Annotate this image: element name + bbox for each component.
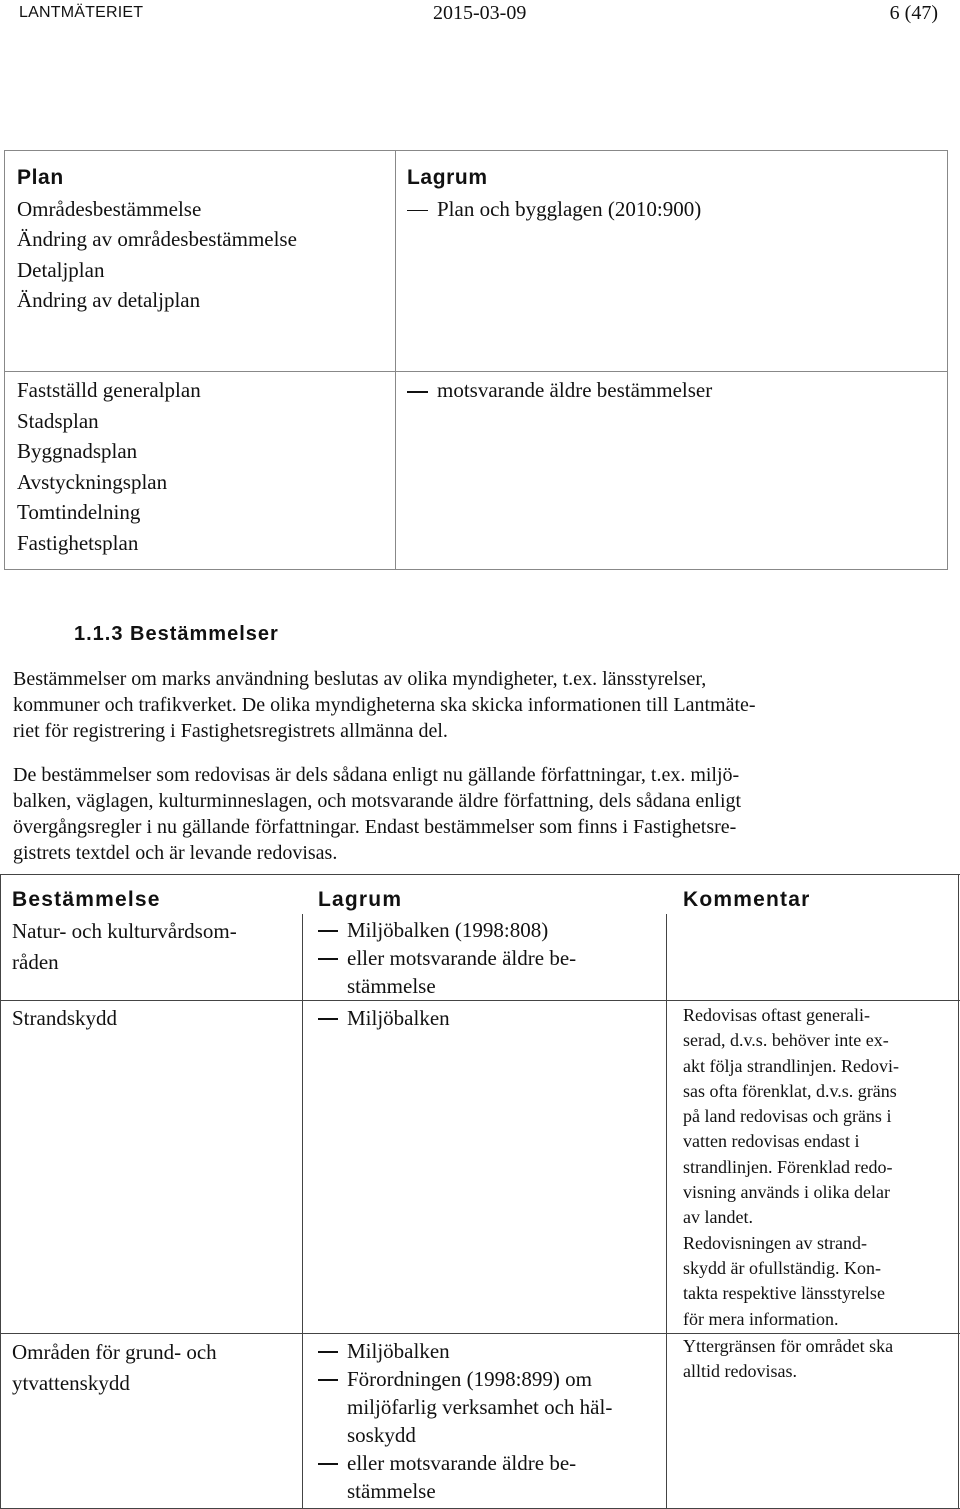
table-divider	[5, 371, 947, 372]
kommentar-cell	[683, 1334, 955, 1385]
comment-line: akt följa strandlinjen. Redovi-	[683, 1055, 899, 1076]
comment-line: skydd är ofullständig. Kon-	[683, 1257, 881, 1278]
plan-item: Avstyckningsplan	[17, 469, 168, 494]
plan-item: Byggnadsplan	[17, 439, 138, 463]
table-border	[0, 874, 1, 1509]
lagrum-item: Miljöbalken	[318, 1337, 658, 1365]
bestammelse-cell	[12, 1337, 297, 1399]
paragraph-line: kommuner och trafikverket. De olika myndigheterna ska skicka informationen till Lantmäte-	[13, 694, 756, 716]
lagrum-cell	[318, 1004, 658, 1032]
table-border	[958, 874, 959, 1509]
comment-line: Redovisas oftast generali-	[683, 1005, 870, 1025]
lagrum-item: eller motsvarande äldre be-	[318, 944, 658, 972]
lagrum-cell	[318, 916, 658, 1000]
paragraph-line: De bestämmelser som redovisas är dels sådana enligt nu gällande författningar, t.ex. miljö-	[13, 764, 740, 786]
table-divider	[0, 1000, 960, 1001]
paragraph-line: övergångsregler i nu gällande författningar. Endast bestämmelser som finns i Fastighetsre-	[13, 816, 737, 838]
organization-name: LANTMÄTERIET	[19, 4, 144, 21]
plan-item: Ändring av detaljplan	[17, 288, 201, 312]
paragraph-line: balken, väglagen, kulturminneslagen, och motsvarande äldre författning, dels sådana enligt	[13, 790, 742, 812]
paragraph	[13, 666, 948, 744]
comment-line: visning används i olika delar	[683, 1182, 890, 1203]
comment-line: vatten redovisas endast i	[683, 1131, 860, 1152]
kommentar-cell	[683, 1003, 955, 1332]
table-divider	[395, 151, 396, 569]
lagrum-column-header: Lagrum	[318, 888, 403, 911]
lagrum-item: Plan och bygglagen (2010:900)	[407, 194, 701, 225]
table-border	[0, 874, 960, 875]
lagrum-cell	[318, 1337, 658, 1505]
cell-text: ytvattenskydd	[12, 1371, 130, 1395]
comment-line: strandlinjen. Förenklad redo-	[683, 1156, 893, 1177]
lagrum-cell-row2	[407, 375, 712, 406]
rules-table	[0, 874, 960, 1509]
lagrum-item-continued: miljöfarlig verksamhet och häl-	[347, 1395, 613, 1419]
bestammelse-cell	[12, 916, 297, 978]
page-number: 6 (47)	[889, 2, 938, 24]
plan-column-header: Plan	[17, 166, 64, 189]
cell-text: råden	[12, 950, 59, 974]
table-divider	[666, 914, 667, 1509]
paragraph-line: riet för registrering i Fastighetsregistrets allmänna del.	[13, 720, 448, 742]
document-date: 2015-03-09	[433, 2, 527, 24]
lagrum-item: eller motsvarande äldre be-	[318, 1449, 658, 1477]
cell-text: Områden för grund- och	[12, 1340, 217, 1364]
plan-cell-row2	[17, 375, 201, 558]
plan-table	[4, 150, 948, 570]
plan-item: Detaljplan	[17, 257, 105, 282]
comment-line: takta respektive länsstyrelse	[683, 1283, 885, 1304]
lagrum-item: Förordningen (1998:899) om	[318, 1365, 658, 1393]
plan-item: Stadsplan	[17, 408, 99, 433]
comment-line: Redovisningen av strand-	[683, 1232, 867, 1253]
page-header	[0, 2, 960, 26]
lagrum-cell-row1	[407, 163, 701, 224]
kommentar-column-header: Kommentar	[683, 888, 811, 911]
paragraph-line: gistrets textdel och är levande redovisas.	[13, 842, 338, 864]
comment-line: serad, d.v.s. behöver inte ex-	[683, 1030, 889, 1051]
paragraph	[13, 762, 948, 866]
lagrum-item-continued: stämmelse	[347, 1479, 436, 1503]
comment-line: på land redovisas och gräns i	[683, 1106, 892, 1127]
lagrum-item: Miljöbalken	[318, 1004, 658, 1032]
table-divider	[302, 914, 303, 1509]
bestammelse-column-header: Bestämmelse	[12, 888, 161, 911]
comment-line: Yttergränsen för området ska	[683, 1336, 894, 1356]
comment-line: sas ofta förenklat, d.v.s. gräns	[683, 1080, 897, 1101]
comment-line: av landet.	[683, 1207, 753, 1228]
lagrum-item: Miljöbalken (1998:808)	[318, 916, 658, 944]
plan-item: Fastställd generalplan	[17, 378, 201, 402]
plan-item: Områdesbestämmelse	[17, 196, 202, 221]
lagrum-item: motsvarande äldre bestämmelser	[407, 375, 712, 406]
comment-line: för mera information.	[683, 1308, 839, 1329]
paragraph-line: Bestämmelser om marks användning beslutas av olika myndigheter, t.ex. länsstyrelser,	[13, 668, 707, 690]
cell-text: Natur- och kulturvårdsom-	[12, 919, 237, 943]
bestammelse-cell: Strandskydd	[12, 1006, 117, 1030]
comment-line: alltid redovisas.	[683, 1361, 797, 1382]
lagrum-item-continued: soskydd	[347, 1423, 416, 1447]
lagrum-column-header: Lagrum	[407, 166, 488, 189]
plan-item: Tomtindelning	[17, 500, 141, 524]
section-heading: 1.1.3 Bestämmelser	[74, 623, 279, 645]
lagrum-item-continued: stämmelse	[347, 974, 436, 998]
plan-item: Ändring av områdesbestämmelse	[17, 227, 297, 251]
plan-cell-row1	[17, 163, 297, 316]
plan-item: Fastighetsplan	[17, 530, 139, 555]
